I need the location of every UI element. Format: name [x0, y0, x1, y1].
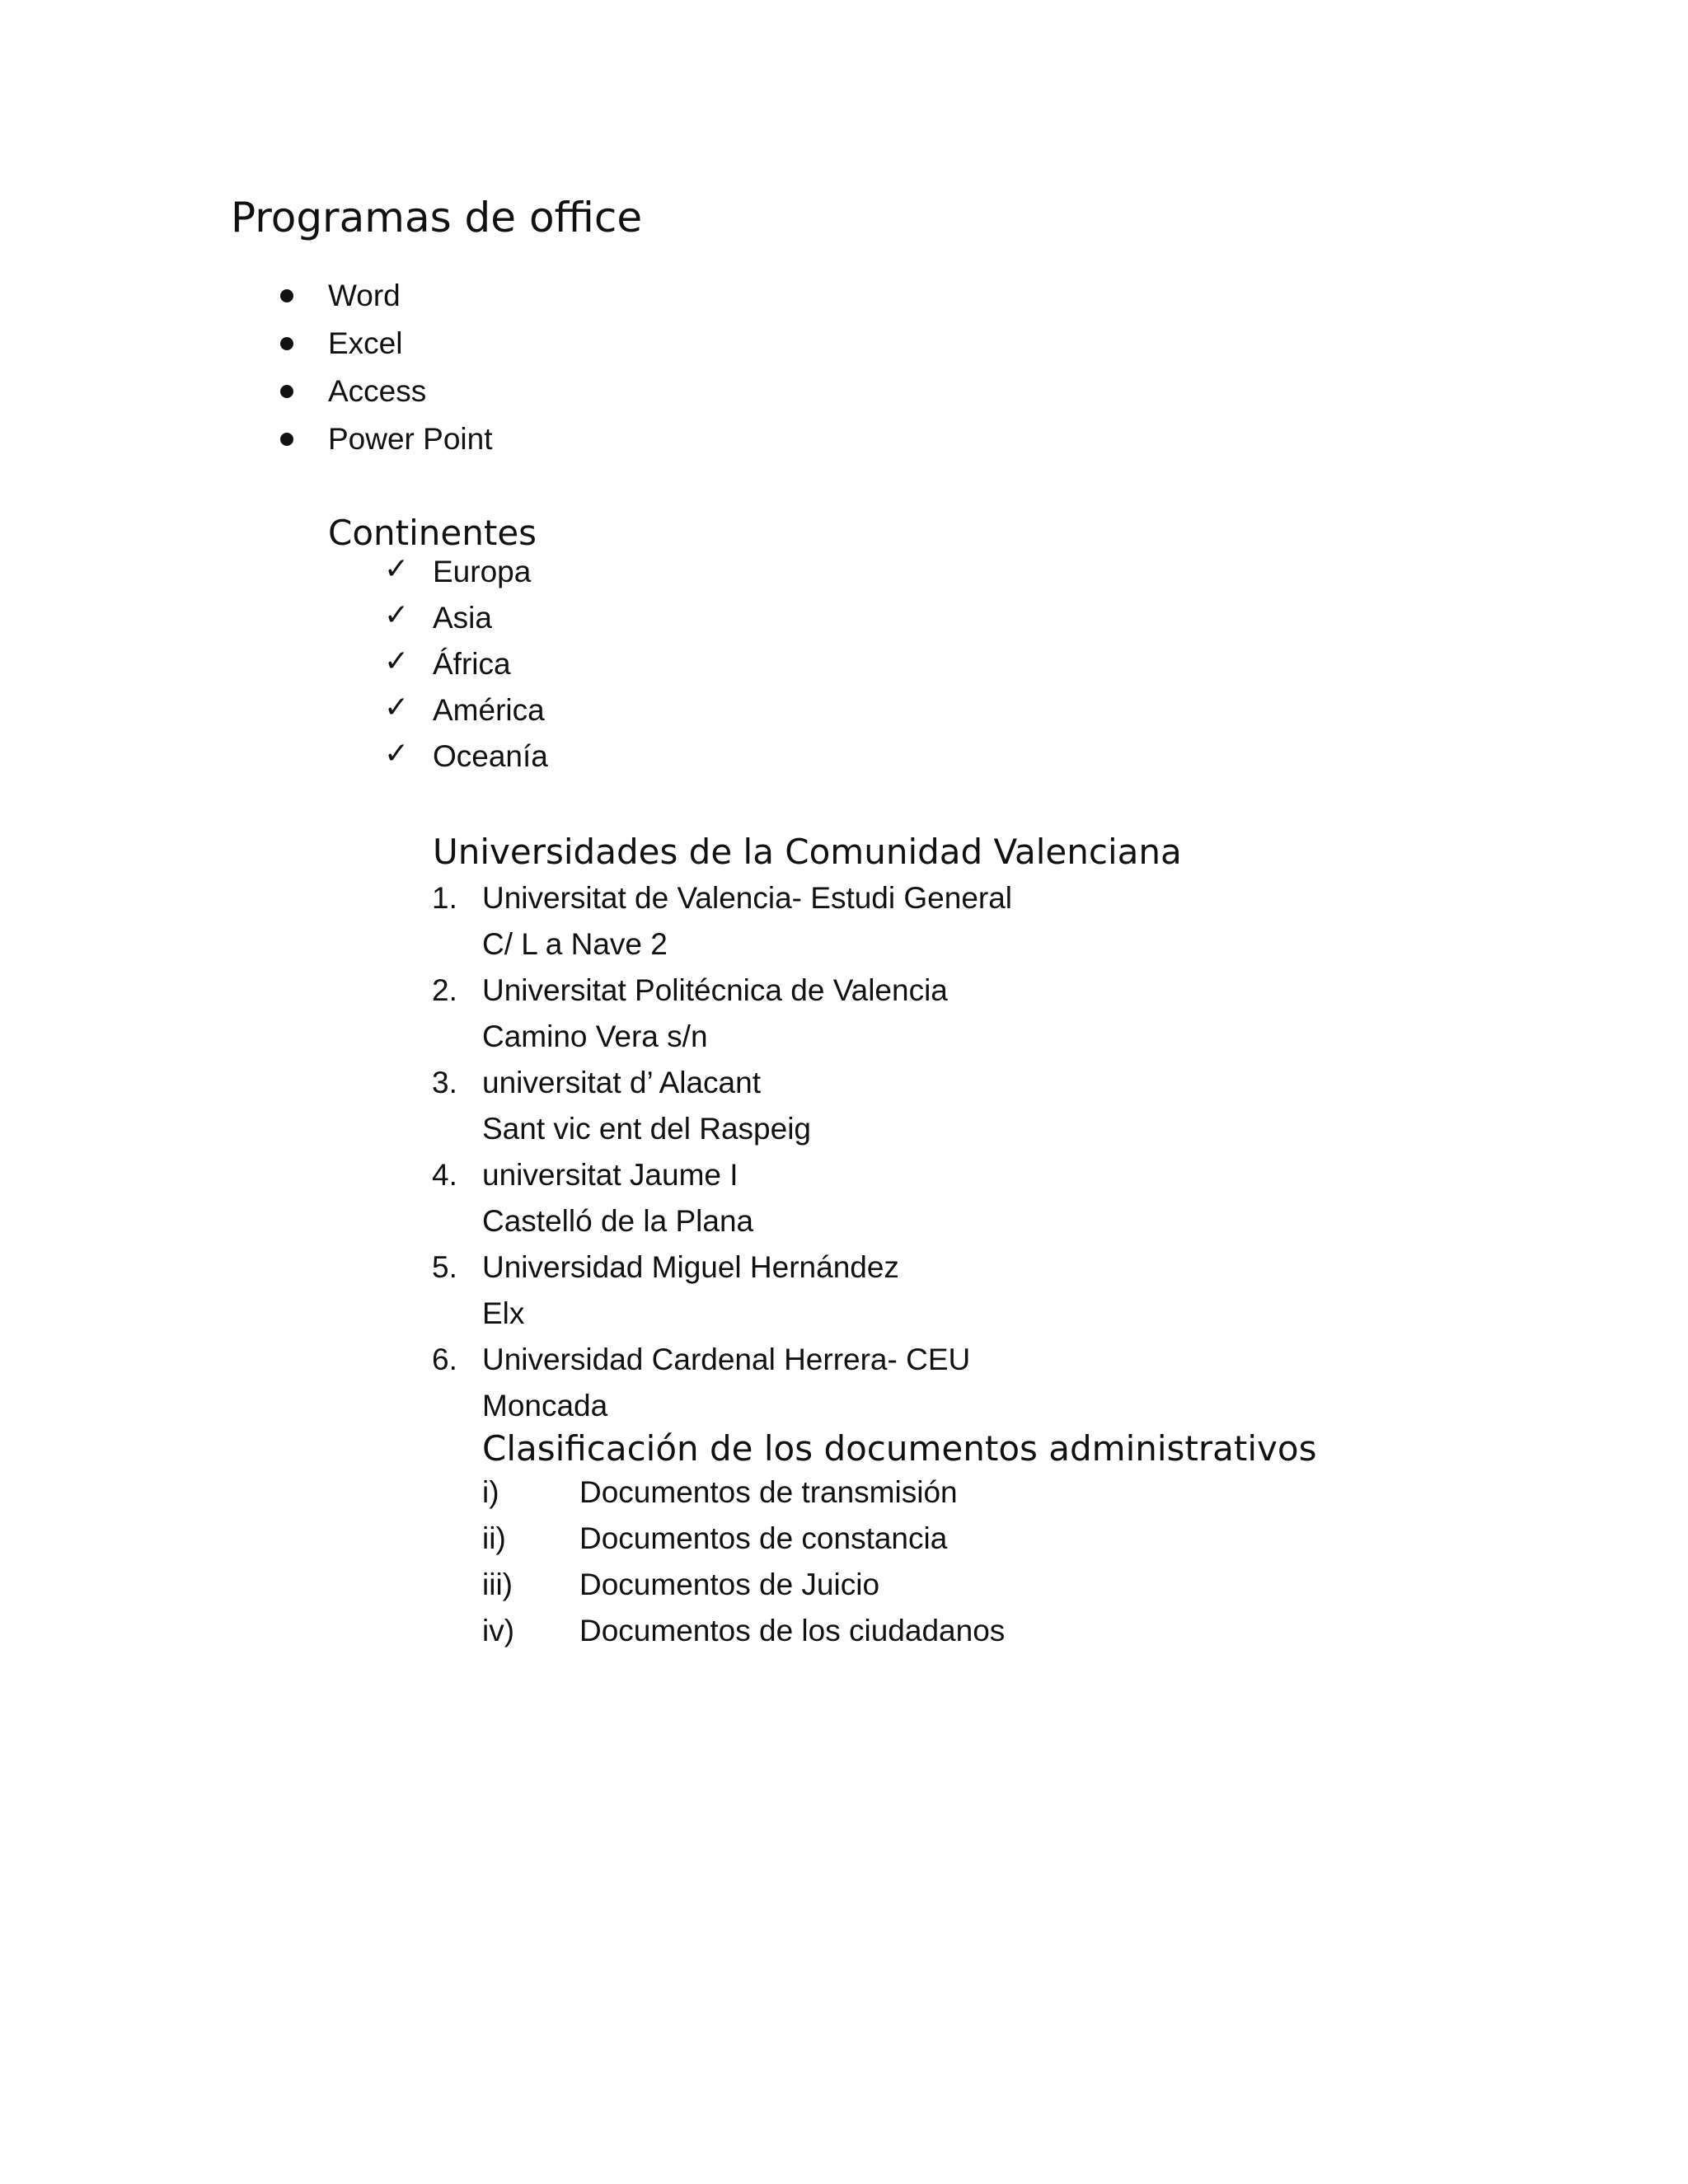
- list-item: [432, 1060, 1012, 1152]
- list-numeral: ii): [482, 1521, 506, 1555]
- list-item: [328, 419, 493, 466]
- university-name: Universidad Cardenal Herrera- CEU: [482, 1343, 971, 1376]
- list-item: [328, 275, 493, 323]
- checkmark-icon: ✓: [384, 691, 410, 724]
- list-numeral: iv): [482, 1614, 515, 1647]
- bullet-icon: [280, 433, 293, 446]
- continents-list: [384, 551, 548, 782]
- list-number: 2.: [432, 973, 457, 1007]
- list-number: 5.: [432, 1250, 457, 1284]
- office-programs-heading: Programas de office: [231, 194, 643, 241]
- continent-label: Oceanía: [433, 739, 548, 773]
- documents-classification-heading: Clasificación de los documentos administrativos: [482, 1428, 1317, 1469]
- university-name: Universitat de Valencia- Estudi General: [482, 881, 1013, 915]
- list-number: 3.: [432, 1066, 457, 1099]
- list-number: 4.: [432, 1158, 457, 1192]
- office-programs-list: [328, 275, 493, 466]
- university-location: C/ L a Nave 2: [482, 927, 668, 961]
- bullet-icon: [280, 385, 293, 398]
- office-program-label: Power Point: [328, 422, 493, 456]
- university-location: Sant vic ent del Raspeig: [482, 1112, 812, 1146]
- list-number: 1.: [432, 881, 457, 915]
- list-item: [432, 1152, 1012, 1244]
- checkmark-icon: ✓: [384, 737, 410, 771]
- document-type-label: Documentos de los ciudadanos: [579, 1614, 1006, 1647]
- list-item: [432, 875, 1013, 968]
- university-name: Universidad Miguel Hernández: [482, 1250, 899, 1284]
- university-location: Camino Vera s/n: [482, 1019, 708, 1053]
- list-item: [384, 736, 548, 782]
- bullet-icon: [280, 337, 293, 350]
- university-name: universitat d’ Alacant: [482, 1066, 761, 1099]
- university-location: Elx: [482, 1296, 525, 1330]
- document-type-label: Documentos de constancia: [579, 1521, 948, 1555]
- universities-list: [432, 875, 1013, 1429]
- list-item: [432, 1337, 1012, 1429]
- bullet-icon: [280, 289, 293, 302]
- continent-label: América: [433, 693, 545, 727]
- checkmark-icon: ✓: [384, 552, 410, 586]
- checkmark-icon: ✓: [384, 644, 410, 678]
- university-name: Universitat Politécnica de Valencia: [482, 973, 948, 1007]
- list-numeral: i): [482, 1475, 499, 1509]
- continent-label: Asia: [433, 601, 492, 635]
- list-item: [384, 551, 548, 598]
- office-program-label: Word: [328, 279, 401, 312]
- list-item: [384, 690, 548, 736]
- list-item: [328, 371, 493, 419]
- list-number: 6.: [432, 1343, 457, 1376]
- list-item: [384, 644, 548, 690]
- list-item: [432, 968, 1012, 1060]
- continents-heading: Continentes: [328, 513, 537, 553]
- continent-label: Europa: [433, 555, 532, 588]
- checkmark-icon: ✓: [384, 598, 410, 632]
- document-type-label: Documentos de Juicio: [579, 1568, 880, 1601]
- list-item: [432, 1244, 1012, 1337]
- list-numeral: iii): [482, 1568, 513, 1601]
- university-location: Castelló de la Plana: [482, 1204, 754, 1238]
- universities-heading: Universidades de la Comunidad Valenciana: [433, 832, 1182, 872]
- list-item: [384, 598, 548, 644]
- university-location: Moncada: [482, 1389, 608, 1422]
- document-type-label: Documentos de transmisión: [579, 1475, 958, 1509]
- office-program-label: Access: [328, 374, 427, 408]
- office-program-label: Excel: [328, 326, 403, 360]
- university-name: universitat Jaume I: [482, 1158, 738, 1192]
- list-item: [328, 323, 493, 371]
- continent-label: África: [433, 647, 511, 681]
